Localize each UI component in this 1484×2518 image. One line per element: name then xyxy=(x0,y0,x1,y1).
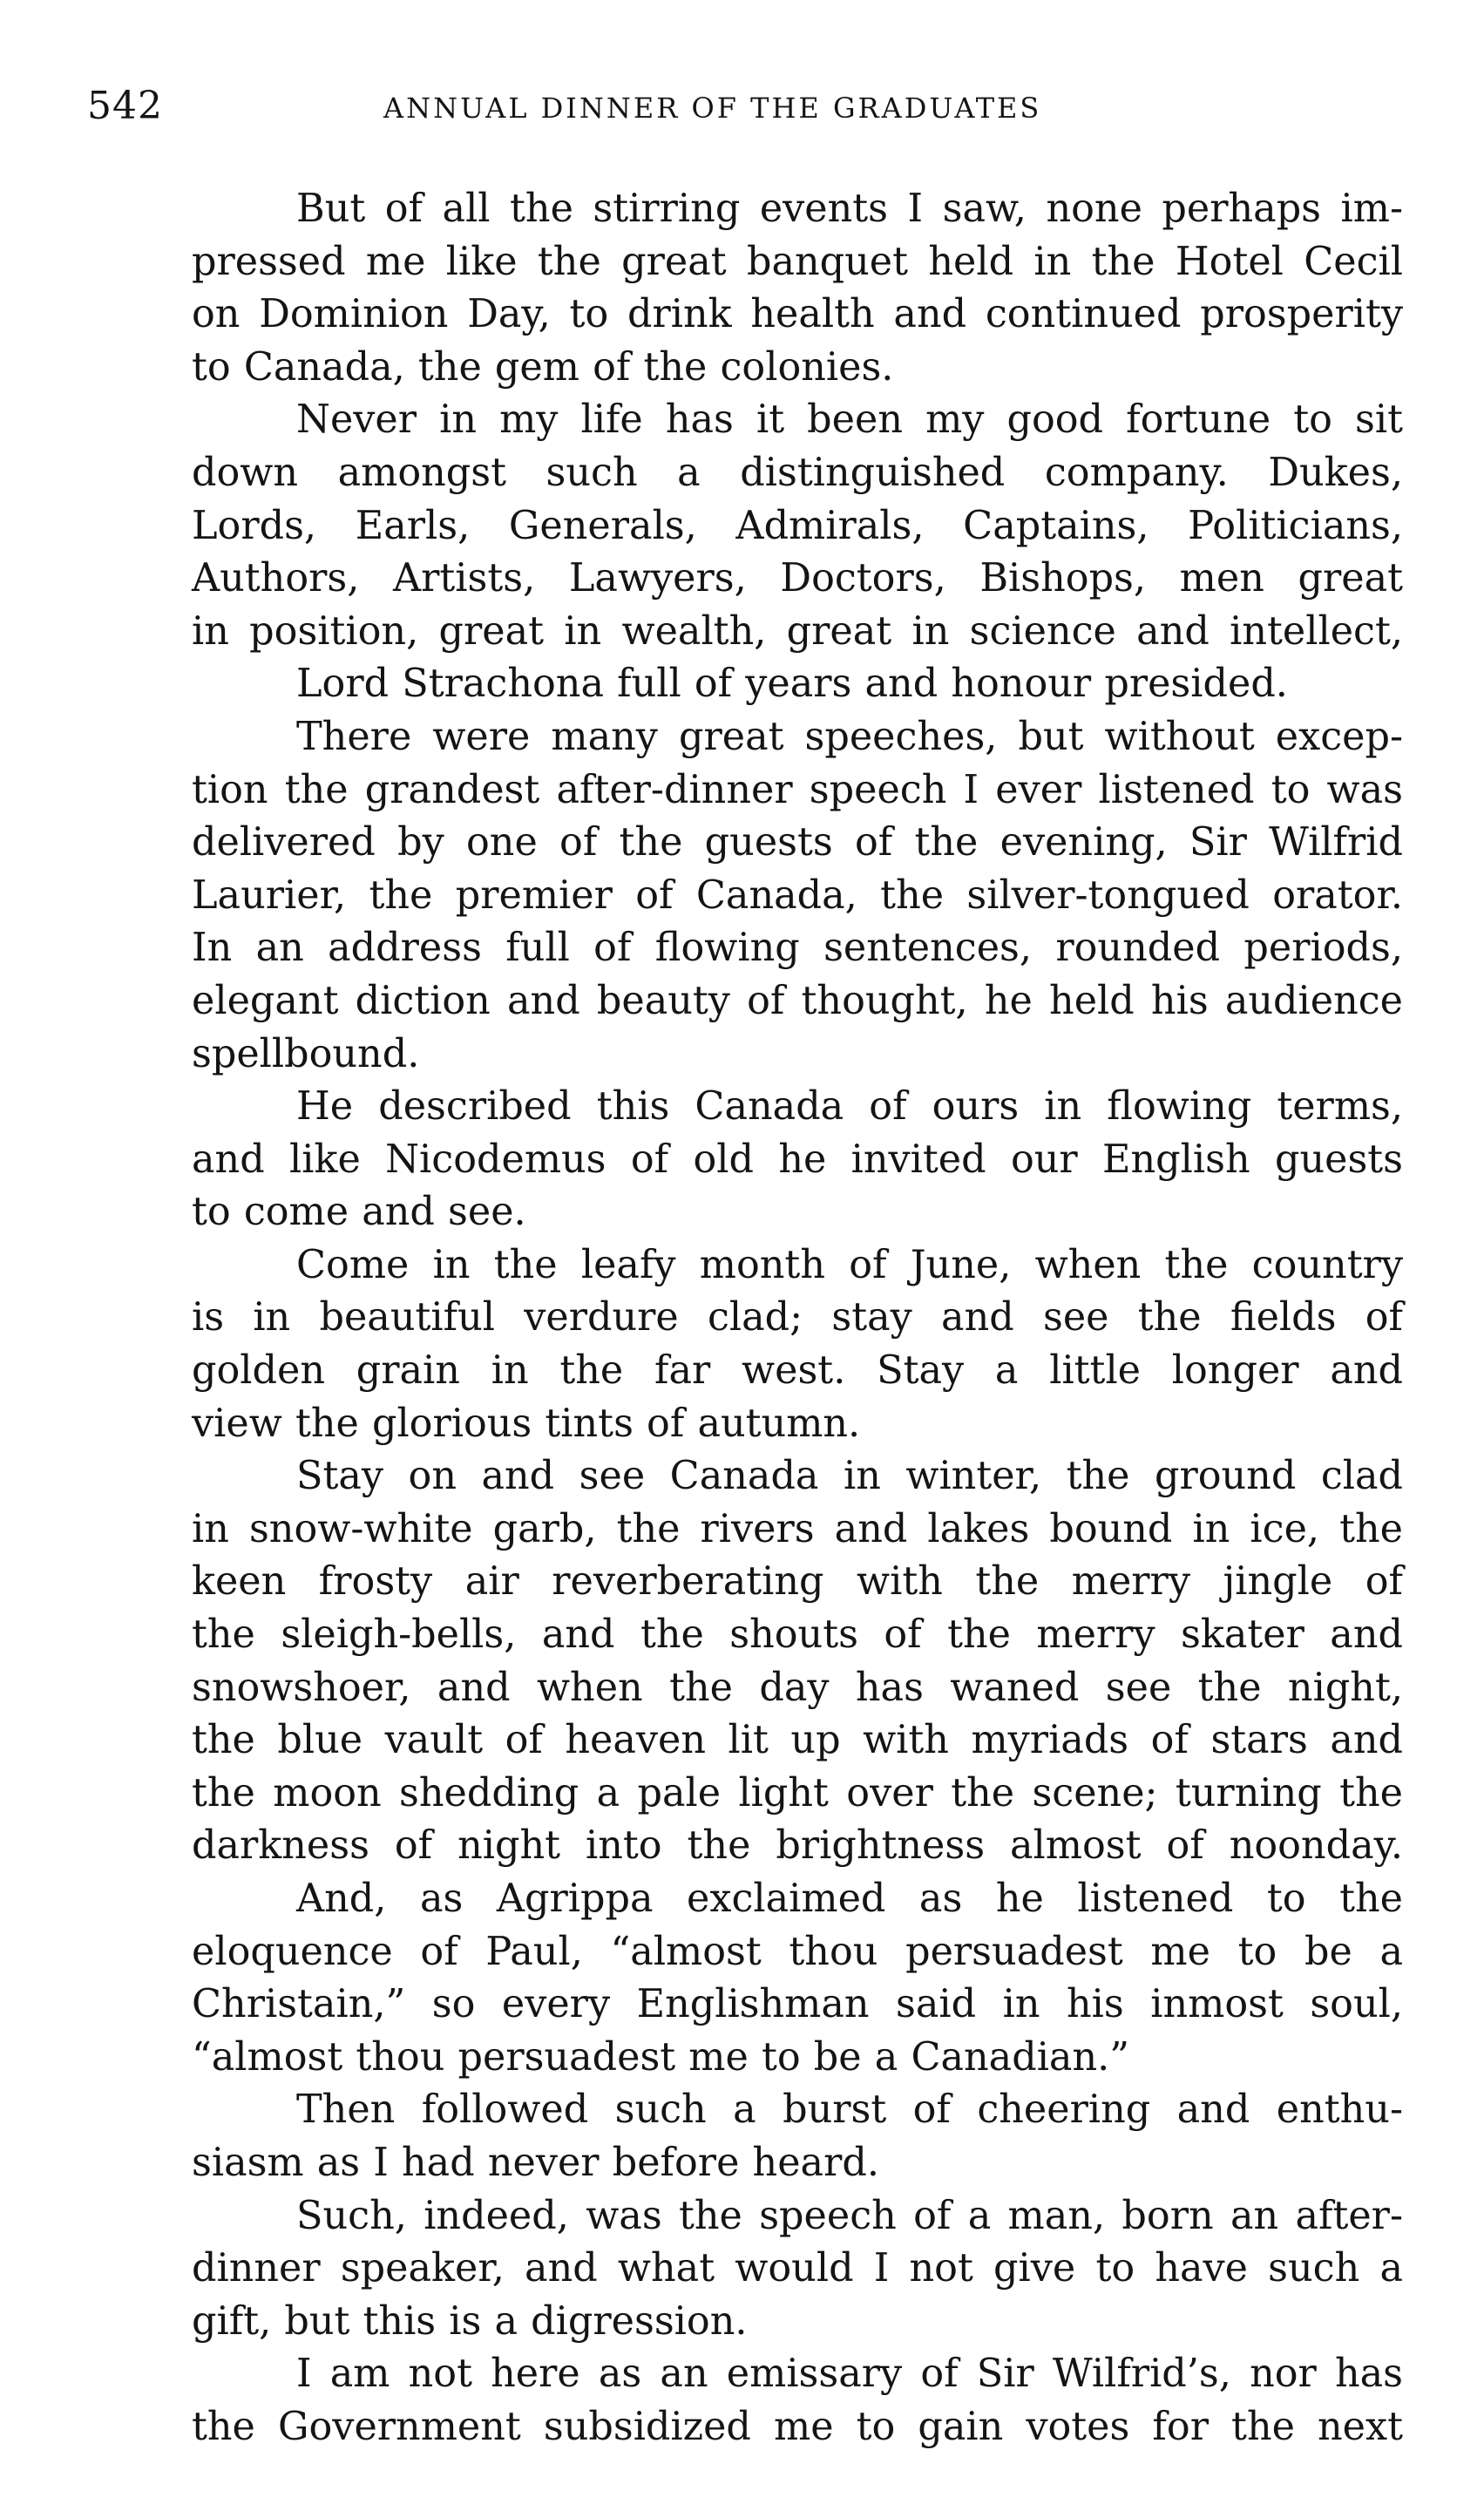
running-title: ANNUAL DINNER OF THE GRADUATES xyxy=(383,92,1042,125)
text-line: to come and see. xyxy=(192,1190,526,1235)
text-line: elegant diction and beauty of thought, he held his audience xyxy=(192,978,1403,1023)
paragraph-11 xyxy=(87,2348,1403,2454)
running-head xyxy=(87,80,1403,132)
paragraph-4 xyxy=(87,711,1403,1081)
paragraph-6 xyxy=(87,1239,1403,1450)
text-line: delivered by one of the guests of the evening, Sir Wilfrid xyxy=(192,820,1403,865)
text-line: dinner speaker, and what would I not give to have such a xyxy=(192,2246,1403,2291)
text-line: eloquence of Paul, “almost thou persuadest me to be a xyxy=(192,1929,1403,1974)
text-line: gift, but this is a digression. xyxy=(192,2298,748,2344)
text-line: “almost thou persuadest me to be a Canadian.” xyxy=(192,2034,1130,2080)
paragraph-9 xyxy=(87,2084,1403,2189)
text-line: snowshoer, and when the day has waned see the night, xyxy=(192,1665,1403,1710)
text-line: down amongst such a distinguished company. Dukes, xyxy=(192,450,1403,495)
text-line: in position, great in wealth, great in science and intellect, xyxy=(192,608,1403,654)
text-line: Never in my life has it been my good fortune to sit xyxy=(296,397,1403,443)
text-line: the moon shedding a pale light over the scene; turning the xyxy=(192,1770,1403,1816)
text-line: the Government subsidized me to gain votes for the next xyxy=(192,2404,1403,2449)
text-line: keen frosty air reverberating with the merry jingle of xyxy=(192,1559,1403,1605)
paragraph-1 xyxy=(87,183,1403,394)
text-line: the blue vault of heaven lit up with myriads of stars and xyxy=(192,1718,1403,1763)
text-line: Stay on and see Canada in winter, the ground clad xyxy=(296,1454,1403,1499)
text-line: There were many great speeches, but without excep- xyxy=(296,714,1403,759)
text-line: siasm as I had never before heard. xyxy=(192,2140,879,2185)
text-line: But of all the stirring events I saw, none perhaps im- xyxy=(296,187,1403,231)
text-line: I am not here as an emissary of Sir Wilfrid’s, nor has xyxy=(296,2352,1403,2397)
text-line: the sleigh-bells, and the shouts of the merry skater and xyxy=(192,1612,1403,1658)
text-line: spellbound. xyxy=(192,1031,420,1076)
paragraph-10 xyxy=(87,2190,1403,2349)
text-line: in snow-white garb, the rivers and lakes bound in ice, the xyxy=(192,1506,1403,1551)
text-line: on Dominion Day, to drink health and continued prosperity xyxy=(192,292,1403,337)
text-line: view the glorious tints of autumn. xyxy=(192,1401,861,1446)
text-line: Then followed such a burst of cheering and enthu- xyxy=(296,2087,1403,2133)
text-line: Lord Strachona full of years and honour presided. xyxy=(296,662,1288,707)
paragraph-3 xyxy=(87,658,1403,711)
text-line: Christain,” so every Englishman said in his inmost soul, xyxy=(192,1982,1403,2027)
body-text xyxy=(87,183,1403,2454)
text-line: tion the grandest after-dinner speech I ever listened to was xyxy=(192,767,1403,812)
text-line: is in beautiful verdure clad; stay and see the fields of xyxy=(192,1295,1403,1340)
text-line: Lords, Earls, Generals, Admirals, Captains, Politicians, xyxy=(192,503,1403,548)
paragraph-5 xyxy=(87,1081,1403,1239)
paragraph-2 xyxy=(87,394,1403,658)
paragraph-8 xyxy=(87,1873,1403,2084)
text-line: to Canada, the gem of the colonies. xyxy=(192,344,894,390)
text-line: Come in the leafy month of June, when the country xyxy=(296,1242,1403,1287)
text-line: Laurier, the premier of Canada, the silver-tongued orator. xyxy=(192,872,1403,918)
text-line: darkness of night into the brightness almost of noonday. xyxy=(192,1823,1403,1869)
text-line: pressed me like the great banquet held in the Hotel Cecil xyxy=(192,239,1403,284)
page-number: 542 xyxy=(87,84,163,128)
text-line: Such, indeed, was the speech of a man, born an after- xyxy=(296,2193,1403,2238)
text-line: Authors, Artists, Lawyers, Doctors, Bishops, men great xyxy=(192,556,1403,601)
text-line: In an address full of flowing sentences, rounded periods, xyxy=(192,926,1403,971)
paragraph-7 xyxy=(87,1450,1403,1873)
text-line: and like Nicodemus of old he invited our English guests xyxy=(192,1137,1403,1182)
text-line: He described this Canada of ours in flowing terms, xyxy=(296,1084,1403,1130)
text-line: golden grain in the far west. Stay a little longer and xyxy=(192,1348,1403,1394)
text-line: And, as Agrippa exclaimed as he listened to the xyxy=(296,1877,1403,1921)
